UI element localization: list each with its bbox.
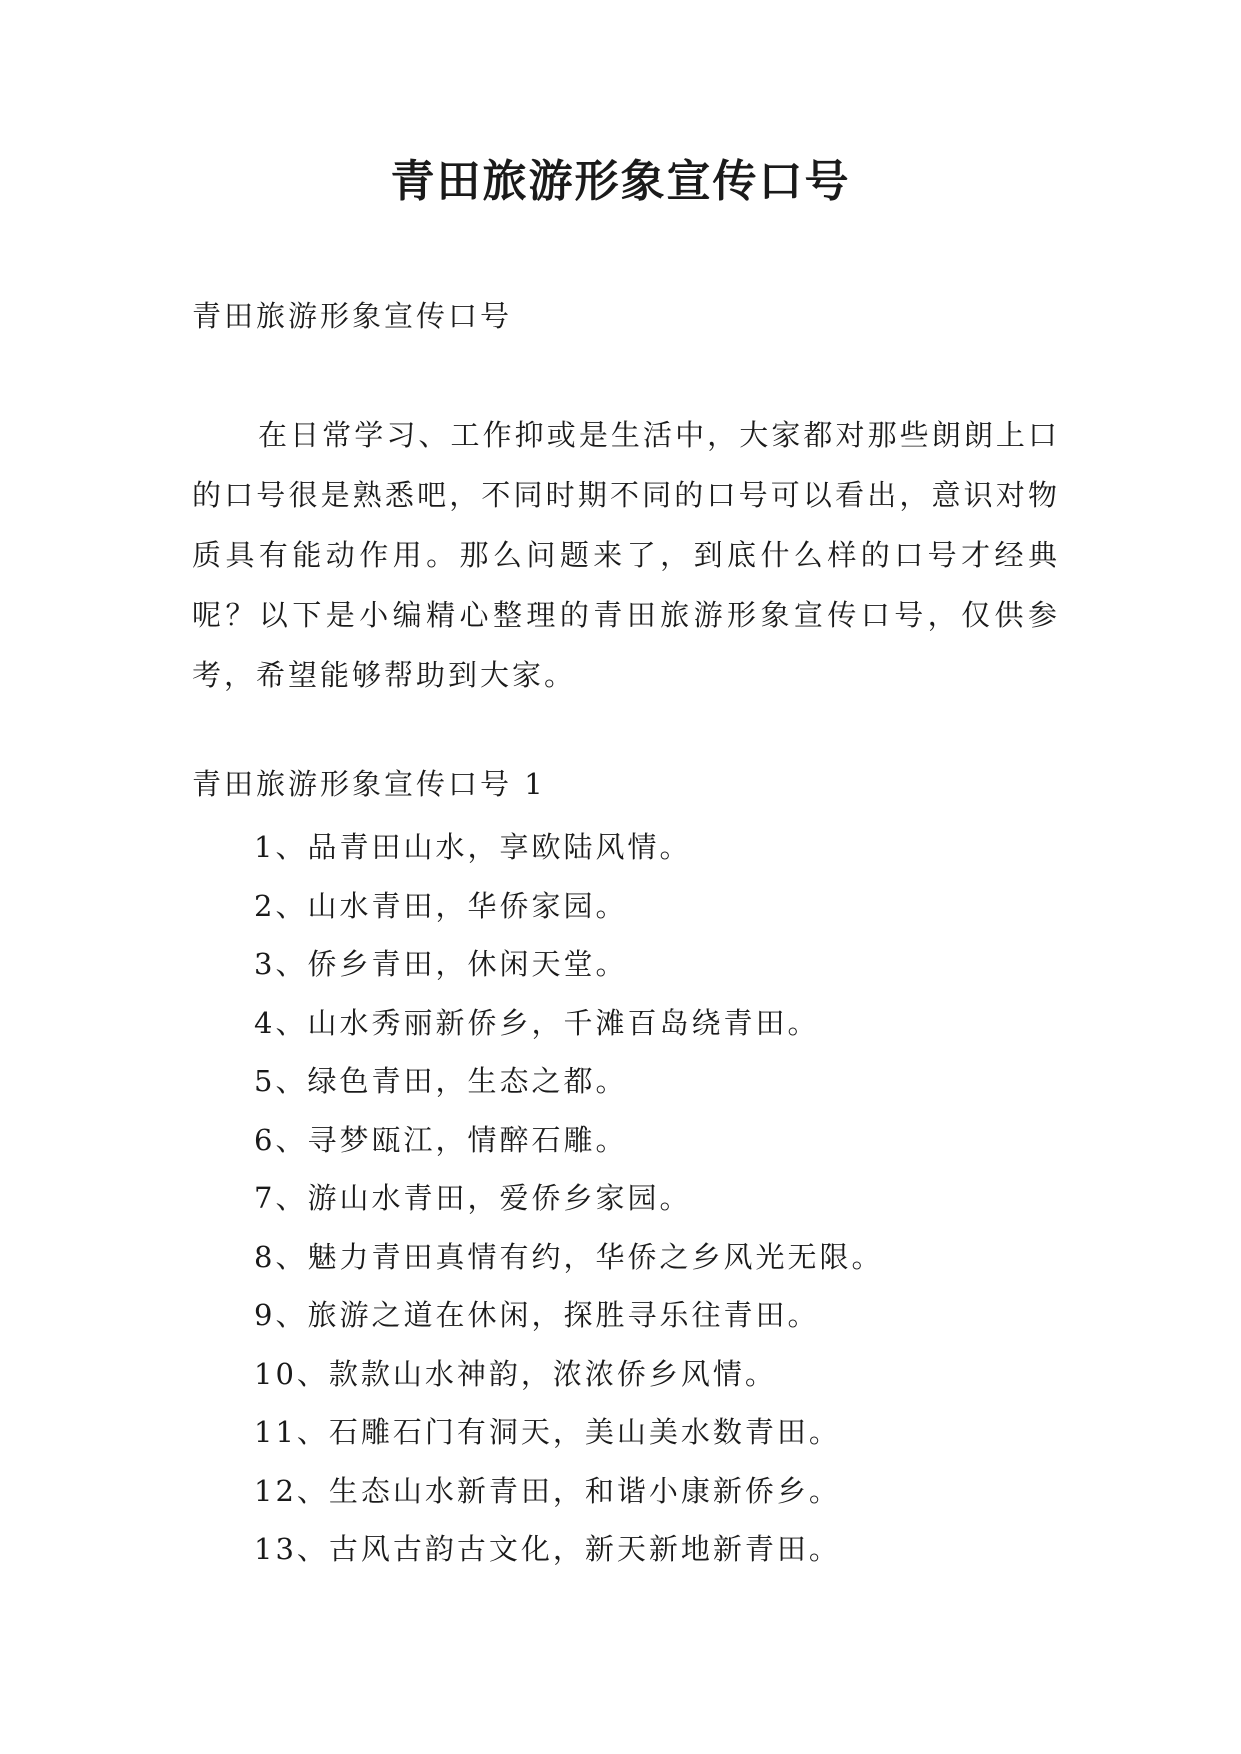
document-subtitle: 青田旅游形象宣传口号 [192,299,513,333]
slogan-item: 9、旅游之道在休闲，探胜寻乐往青田。 [254,1298,820,1332]
slogan-item: 12、生态山水新青田，和谐小康新侨乡。 [254,1473,841,1508]
slogan-item: 5、绿色青田，生态之都。 [254,1064,628,1098]
slogan-item: 10、款款山水神韵，浓浓侨乡风情。 [254,1356,777,1391]
slogan-item: 6、寻梦瓯江，情醉石雕。 [254,1122,628,1157]
slogan-item: 11、石雕石门有洞天，美山美水数青田。 [254,1415,841,1449]
slogan-item: 3、侨乡青田，休闲天堂。 [254,947,628,981]
slogan-item: 4、山水秀丽新侨乡，千滩百岛绕青田。 [254,1005,820,1040]
intro-paragraph: 在日常学习、工作抑或是生活中，大家都对那些朗朗上口的口号很是熟悉吧，不同时期不同的口号可以看出，意识对物质具有能动作用。那么问题来了，到底什么样的口号才经典呢？以下是小编精心整理的青田旅游形象宣传口号，仅供参考，希望能够帮助到大家。 [192,418,1060,692]
slogan-list [254,818,883,1579]
slogan-item: 7、游山水青田，爱侨乡家园。 [254,1181,692,1215]
slogan-item: 2、山水青田，华侨家园。 [254,888,628,923]
document-title: 青田旅游形象宣传口号 [390,156,851,207]
slogan-item: 8、魅力青田真情有约，华侨之乡风光无限。 [254,1239,884,1274]
slogan-item: 1、品青田山水，享欧陆风情。 [254,830,692,864]
slogan-item: 13、古风古韵古文化，新天新地新青田。 [254,1532,841,1566]
section-heading: 青田旅游形象宣传口号 1 [192,767,546,801]
